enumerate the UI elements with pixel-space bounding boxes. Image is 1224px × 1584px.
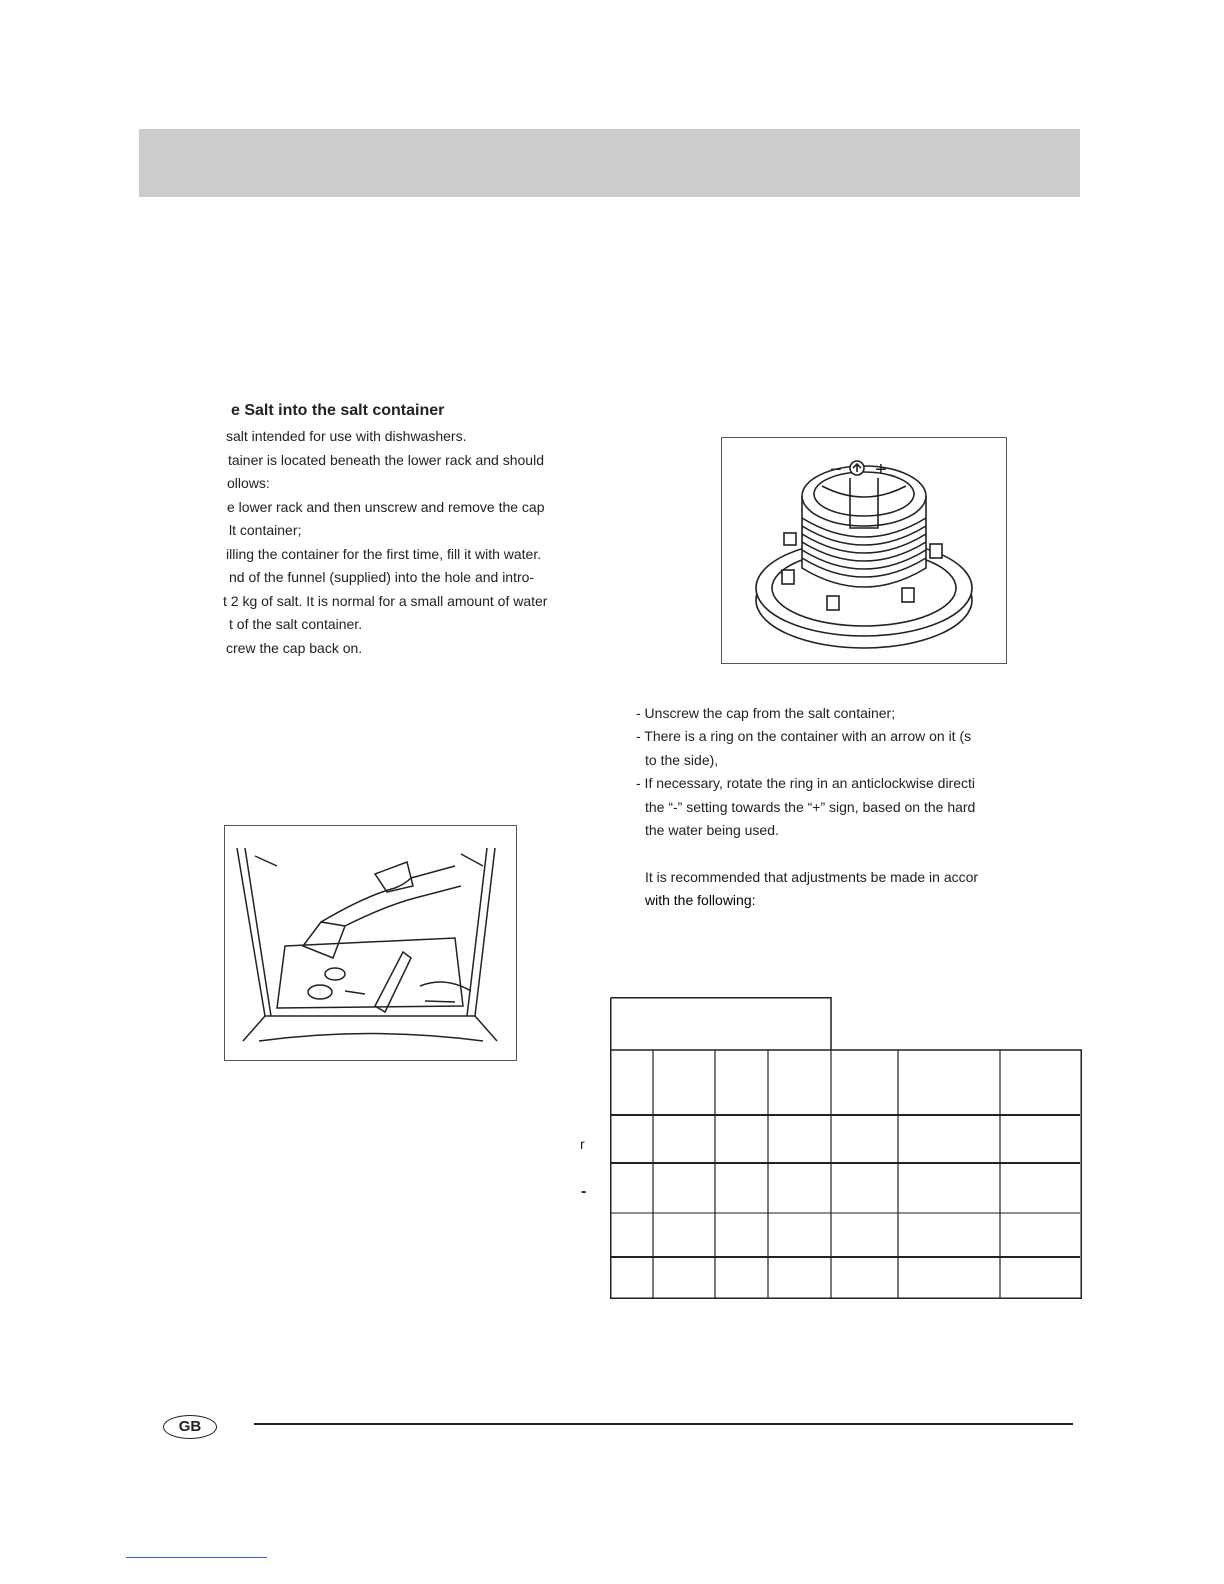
salt-line-1: salt intended for use with dishwashers. [226, 428, 467, 444]
salt-pour-figure [224, 825, 517, 1061]
adjust-line-2: - There is a ring on the container with an arrow on it (s [636, 728, 972, 744]
minus-sign: − [830, 459, 842, 481]
table-side-mark-1: r [580, 1136, 585, 1152]
salt-line-9: t of the salt container. [229, 616, 363, 632]
adjust-line-7: It is recommended that adjustments be made in accor [645, 869, 979, 885]
adjust-line-8: with the following: [645, 892, 756, 908]
salt-line-5: lt container; [229, 522, 302, 538]
adjust-line-5: the “-” setting towards the “+” sign, based on the hard [645, 799, 976, 815]
salt-line-7: nd of the funnel (supplied) into the hole and intro- [229, 569, 535, 585]
adjust-line-3: to the side), [645, 752, 719, 768]
adjust-line-1: - Unscrew the cap from the salt container; [636, 705, 896, 721]
salt-line-4: e lower rack and then unscrew and remove the cap [227, 499, 545, 515]
adjust-line-6: the water being used. [645, 822, 779, 838]
salt-pour-illustration [225, 826, 516, 1060]
footer-rule [254, 1423, 1073, 1425]
salt-line-6: illing the container for the first time, fill it with water. [226, 546, 542, 562]
salt-line-10: crew the cap back on. [226, 640, 363, 656]
table-side-mark-2: - [581, 1183, 587, 1200]
salt-cap-illustration [722, 438, 1006, 663]
salt-line-3: ollows: [227, 475, 270, 491]
cap-figure [721, 437, 1007, 664]
salt-line-2: tainer is located beneath the lower rack and should [228, 452, 544, 468]
hardness-table-grid [610, 997, 1082, 1299]
salt-section-title: e Salt into the salt container [231, 402, 445, 419]
language-badge: GB [163, 1415, 217, 1439]
plus-sign: + [875, 459, 887, 481]
bottom-link-underline [126, 1557, 267, 1558]
salt-line-8: t 2 kg of salt. It is normal for a small amount of water [223, 593, 548, 609]
water-hardness-table [610, 997, 1082, 1299]
header-band [139, 129, 1080, 197]
adjust-line-4: - If necessary, rotate the ring in an anticlockwise directi [636, 775, 976, 791]
